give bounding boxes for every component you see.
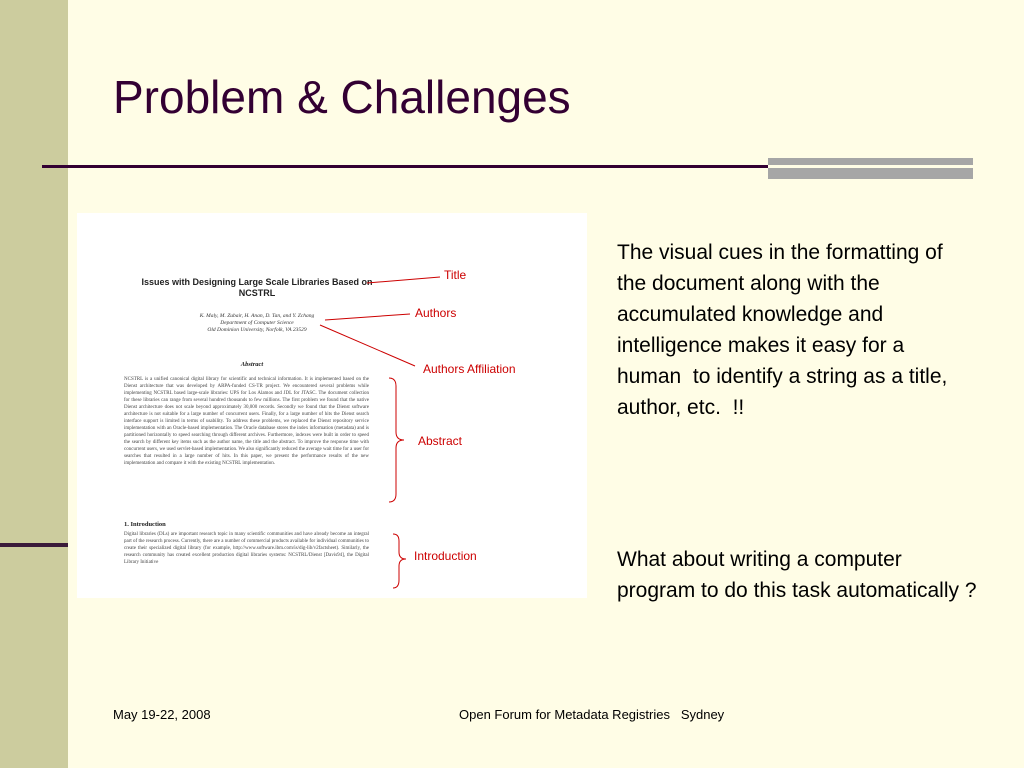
slide-title: Problem & Challenges	[113, 71, 571, 123]
paper-intro-heading: 1. Introduction	[124, 521, 166, 528]
authors-pointer-line	[325, 314, 410, 320]
affiliation-annotation-label: Authors Affiliation	[423, 362, 516, 376]
footer-date: May 19-22, 2008	[113, 707, 211, 722]
abstract-brace	[389, 378, 404, 502]
paper-abstract-heading: Abstract	[240, 361, 264, 368]
affiliation-pointer-line	[320, 325, 415, 366]
title-pointer-line	[367, 277, 440, 283]
body-paragraph-question: What about writing a computer program to do this task automatically ?	[617, 548, 977, 602]
paper-title: Issues with Designing Large Scale Libraries Based on NCSTRL	[141, 277, 373, 298]
authors-annotation-label: Authors	[415, 306, 457, 320]
paper-intro-body: Digital libraries (DLs) are important research topic in many scientific communities and have already become an integral part of the research process. Currently, there are a number of commercial products available for individual communities to create their specialized digital library (for example, http://www.software.ibm.com/is/dig-lib/v2factsheet). Similarly, the research community has created excellent production digital libraries systems: NCSTRL/Dienst [Davis94], the Digital Library Initiative	[124, 532, 369, 565]
title-annotation-label: Title	[444, 268, 467, 282]
paper-department: Department of Computer Science	[220, 320, 294, 326]
introduction-annotation-label: Introduction	[414, 549, 477, 563]
introduction-brace	[393, 534, 406, 588]
body-paragraph-visual-cues: The visual cues in the formatting of the document along with the accumulated knowledge and intelligence makes it easy for a human to identify a string as a title, author, etc. !!	[617, 241, 954, 419]
paper-university: Old Dominion University, Norfolk, VA 23529	[207, 327, 307, 333]
footer-event: Open Forum for Metadata Registries Sydney	[459, 707, 725, 722]
abstract-annotation-label: Abstract	[418, 434, 463, 448]
paper-authors: K. Maly, M. Zubair, H. Anan, D. Tan, and Y. Zchang	[199, 313, 315, 319]
paper-abstract-body: NCSTRL is a unified canonical digital library for scientific and technical information. It is implemented based on the Dienst architecture that was developed by ARPA-funded CS-TR project. We encountered several problems while implementing NCSTRL based large-scale libraries: UPS for Los Alamos and JDL for JTASC. The document collection for these libraries can range from several hundred thousands to few millions. The first problem we found that the native Dienst architecture does not scale beyond approximately 30,000 records. Secondly we found that the Dienst software architecture is not suitable for a large number of concurrent users. Finally, for a large number of hits the Dienst search interface support is limited in terms of usability. To address these problems, we replaced the Dienst repository service implementation with an Oracle-based implementation. The Oracle database stores the index information (metadata) and is partitioned horizontally to speed searching through different archives. Furthermore, indexes were built in order to speed the search by different key items such as the author name, the title and the abstract. To improve the response time with concurrent users, we used servlet-based implementation. We also significantly reduced the average wait time for a user for searches that resulted in a large number of hits. In this paper, we present the performance results of the new implementation and compare it with the existing NCSTRL implementation.	[124, 377, 369, 466]
